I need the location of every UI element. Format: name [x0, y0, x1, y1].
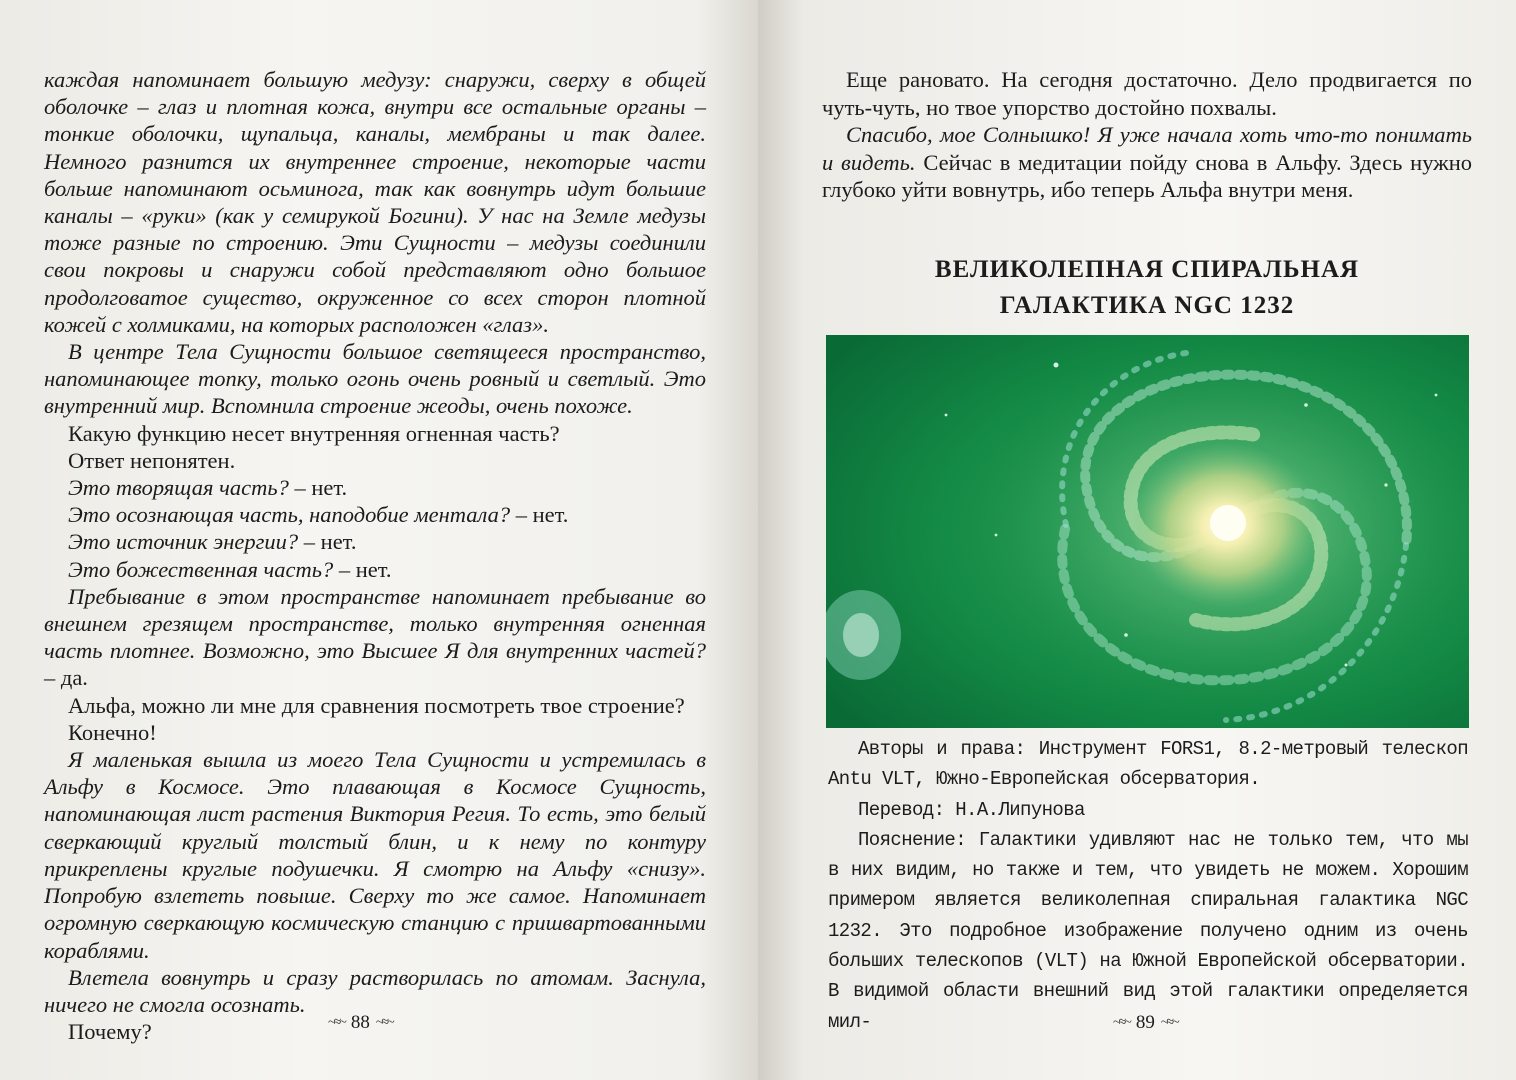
answer-text: – нет.: [298, 529, 357, 555]
paragraph: Альфа, можно ли мне для сравнения посмотреть твое строение?: [68, 692, 685, 718]
regular-text: Сейчас в медитации пойду снова в Альфу. Здесь нужно глубоко уйти вовнутрь, ибо теперь Альфа внутри меня.: [822, 149, 1472, 202]
answer-text: – нет.: [333, 556, 392, 582]
caption-authors: Авторы и права: Инструмент FORS1, 8.2-метровый телескоп Antu VLT, Южно-Европейская обсерватория.: [828, 738, 1468, 791]
italic-text: Спасибо, мое Солнышко! Я уже начала хоть что-то понимать и видеть.: [822, 122, 1472, 175]
paragraph: каждая напоминает большую медузу: снаружи, сверху в общей оболочке – глаз и плотная кожа, внутри все остальные органы – тонкие оболочки, щупальца, каналы, мембраны и так далее. Немного разнится их внутреннее строение, некоторые части больше напоминают осьминога, так как вовнутрь идут большие каналы – «руки» (как у семирукой Богини). У нас на Земле медузы тоже разные по строению. Эти Сущности – медузы соединили свои покровы и снаружи собой представляют одно большое продолговатое существо, окруженное со всех сторон плотной кожей с холмиками, на которых расположен «глаз».: [44, 67, 706, 337]
image-caption: [828, 734, 1468, 1037]
page-number-right: [1113, 1012, 1178, 1034]
ornament-icon: ~≈~: [375, 1015, 393, 1030]
paragraph: Почему?: [68, 1019, 152, 1045]
question-text: Это творящая часть?: [68, 475, 289, 501]
caption-translation: Перевод: Н.А.Липунова: [858, 798, 1085, 821]
paragraph: Какую функцию несет внутренняя огненная часть?: [68, 420, 560, 446]
question-text: Пребывание в этом пространстве напоминает пребывание во внешнем грезящем пространстве, только внутренняя огненная часть плотнее. Возможно, это Высшее Я для внутренних частей?: [44, 583, 706, 664]
ornament-icon: ~≈~: [1113, 1015, 1130, 1030]
paragraph: [822, 121, 1472, 204]
answer-text: – да.: [44, 665, 88, 691]
heading-line: ВЕЛИКОЛЕПНАЯ СПИРАЛЬНАЯ: [934, 256, 1360, 283]
question-text: Это божественная часть?: [68, 556, 334, 582]
galaxy-image: [826, 335, 1469, 728]
section-heading: [822, 252, 1472, 324]
answer-text: – нет.: [510, 502, 569, 528]
right-page-text: [822, 66, 1472, 204]
paragraph: [44, 474, 706, 501]
paragraph: Еще рановато. На сегодня достаточно. Дело продвигается по чуть-чуть, но твое упорство достойно похвалы.: [822, 67, 1472, 120]
paragraph: [44, 556, 706, 583]
paragraph: [44, 501, 706, 528]
question-text: Это осознающая часть, наподобие ментала?: [68, 502, 511, 528]
question-text: Это источник энергии?: [68, 529, 299, 555]
heading-line: ГАЛАКТИКА NGC 1232: [999, 292, 1295, 319]
paragraph: [44, 583, 706, 692]
ornament-icon: ~≈~: [328, 1015, 345, 1030]
page-number-left: [328, 1012, 393, 1034]
ornament-icon: ~≈~: [1160, 1015, 1178, 1030]
paragraph: Я маленькая вышла из моего Тела Сущности и устремилась в Альфу в Космосе. Это плавающая в Космосе Сущность, напоминающая лист растения Виктория Регия. То есть, это белый сверкающий круглый толстый блин, и к нему по контуру прикреплены круглые подушечки. Я смотрю на Альфу «снизу». Попробую взлететь повыше. Сверху то же самое. Напоминает огромную сверкающую космическую станцию с пришвартованными кораблями.: [44, 747, 706, 963]
caption-explanation: Пояснение: Галактики удивляют нас не только тем, что мы в них видим, но также и тем, что увидеть не можем. Хорошим примером является великолепная спиральная галактика NGC 1232. Это подробное изображение получено одним из очень больших телескопов (VLT) на Южной Европейской обсерватории. В видимой области внешний вид этой галактики определяется мил-: [828, 828, 1468, 1033]
paragraph: [44, 528, 706, 555]
answer-text: – нет.: [288, 475, 348, 501]
page-number: 88: [350, 1012, 370, 1033]
paragraph: Ответ непонятен.: [68, 447, 236, 473]
paragraph: Конечно!: [68, 719, 157, 745]
page-number: 89: [1135, 1012, 1155, 1033]
left-page-text: [44, 66, 706, 1045]
paragraph: Влетела вовнутрь и сразу растворилась по атомам. Заснула, ничего не смогла осознать.: [44, 964, 706, 1017]
paragraph: В центре Тела Сущности большое светящееся пространство, напоминающее топку, только огонь очень ровный и светлый. Это внутренний мир. Вспомнила строение жеоды, очень похоже.: [44, 339, 706, 419]
